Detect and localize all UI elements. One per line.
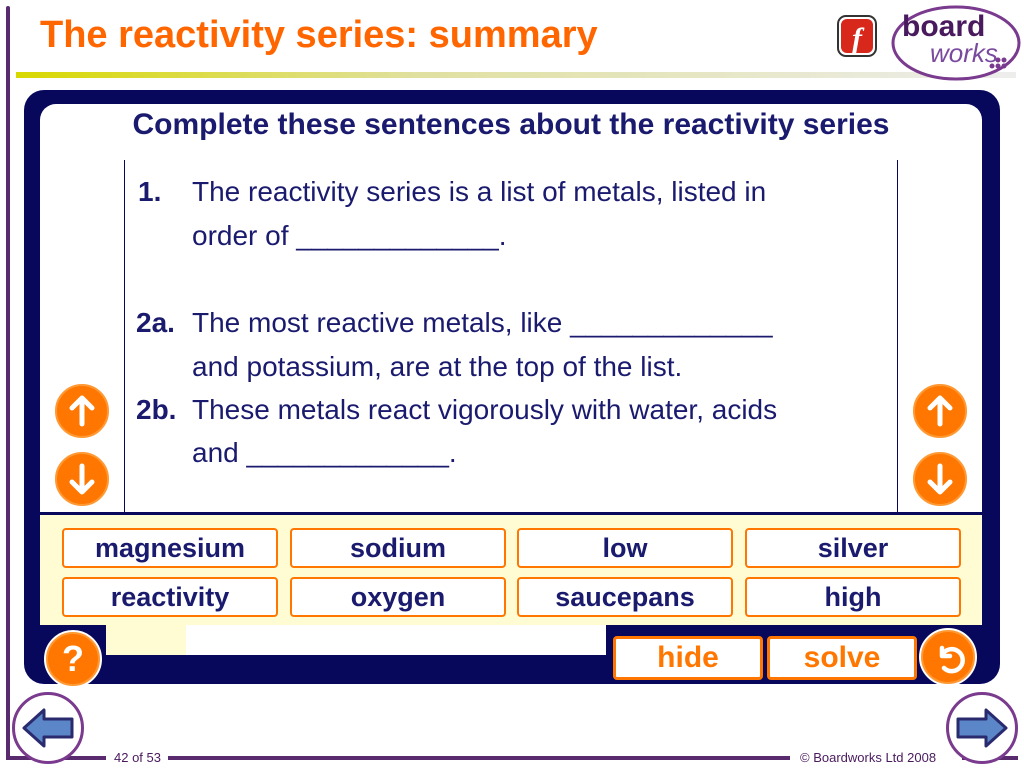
- word-tile-sodium[interactable]: sodium: [290, 528, 506, 568]
- down-arrow-icon: [64, 461, 100, 497]
- reset-button[interactable]: [919, 628, 977, 686]
- logo-text-board: board: [902, 10, 986, 43]
- activity-heading: Complete these sentences about the reactivity series: [132, 108, 890, 141]
- flash-logo-icon: [836, 14, 878, 58]
- copyright: © Boardworks Ltd 2008: [796, 750, 940, 765]
- up-arrow-icon: [64, 393, 100, 429]
- word-tile-magnesium[interactable]: magnesium: [62, 528, 278, 568]
- word-tile-reactivity[interactable]: reactivity: [62, 577, 278, 617]
- word-tile-low[interactable]: low: [517, 528, 733, 568]
- flash-logo-letter: f: [852, 22, 862, 55]
- hide-button[interactable]: hide: [613, 636, 763, 680]
- word-bank-tab: [106, 625, 186, 655]
- scroll-down-button-left[interactable]: [53, 450, 111, 508]
- word-tile-silver[interactable]: silver: [745, 528, 961, 568]
- scroll-up-button-right[interactable]: [911, 382, 969, 440]
- page-number: 42 of 53: [110, 750, 165, 765]
- scroll-down-button-right[interactable]: [911, 450, 969, 508]
- page-title: The reactivity series: summary: [40, 14, 598, 56]
- reset-icon: [930, 639, 966, 675]
- sentence-text: and _____________.: [192, 437, 457, 468]
- right-arrow-icon: [954, 706, 1010, 750]
- left-arrow-icon: [20, 706, 76, 750]
- help-button[interactable]: ?: [44, 630, 102, 688]
- sentence-text: The most reactive metals, like _____________: [192, 307, 773, 338]
- word-tile-oxygen[interactable]: oxygen: [290, 577, 506, 617]
- bottom-strip: [186, 625, 606, 655]
- word-tile-high[interactable]: high: [745, 577, 961, 617]
- scroll-up-button-left[interactable]: [53, 382, 111, 440]
- sentence-text: The reactivity series is a list of metals, listed in: [192, 176, 767, 207]
- sentence-text: These metals react vigorously with water, acids: [192, 394, 778, 425]
- slide-frame-bottom: [168, 756, 790, 760]
- word-tile-saucepans[interactable]: saucepans: [517, 577, 733, 617]
- header-divider: [16, 72, 1016, 78]
- down-arrow-icon: [922, 461, 958, 497]
- sentence-text: and potassium, are at the top of the list.: [192, 351, 683, 382]
- up-arrow-icon: [922, 393, 958, 429]
- sentence-number: 2b.: [136, 394, 177, 425]
- solve-button[interactable]: solve: [767, 636, 917, 680]
- next-slide-button[interactable]: [946, 692, 1018, 764]
- sentence-text: order of _____________.: [192, 220, 507, 251]
- sentence-number: 1.: [138, 176, 162, 207]
- slide-frame-left: [6, 6, 10, 758]
- logo-text-works: works: [930, 38, 998, 68]
- sentence-number: 2a.: [136, 307, 175, 338]
- previous-slide-button[interactable]: [12, 692, 84, 764]
